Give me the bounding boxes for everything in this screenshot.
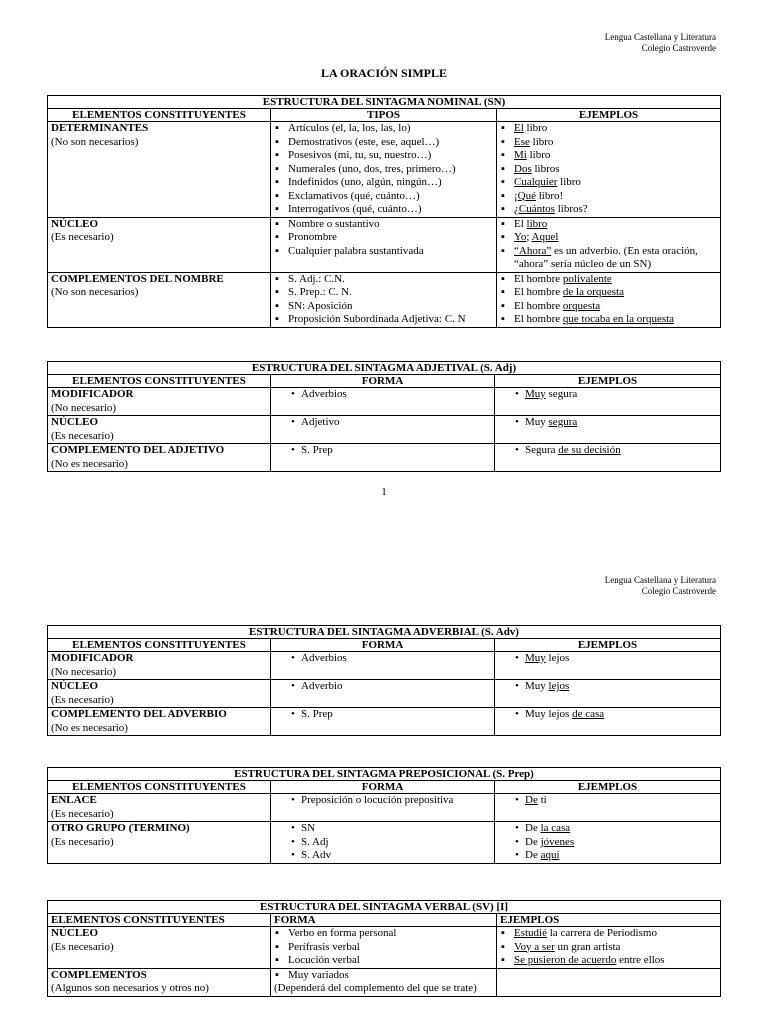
column-header: TIPOS	[271, 109, 497, 122]
example-item	[509, 652, 717, 666]
list-item: ▪ Locución verbal	[271, 954, 496, 968]
element-label: MODIFICADOR	[51, 388, 134, 400]
page-header	[605, 575, 716, 597]
highlighted-word: de su decisión	[558, 444, 621, 456]
example-item	[509, 708, 717, 722]
tipos-list	[271, 273, 496, 327]
example-text: libros	[531, 162, 560, 175]
example-text: entre ellos	[616, 954, 665, 966]
header-school: Colegio Castroverde	[641, 43, 716, 53]
example-item	[497, 300, 720, 314]
list-item: ▪ Exclamativos (qué, cuánto…)	[271, 190, 496, 204]
example-text: ;	[526, 231, 532, 243]
highlighted-word: Mi	[514, 149, 527, 161]
examples-list	[509, 822, 717, 863]
table-title: ESTRUCTURA DEL SINTAGMA ADJETIVAL (S. Adj)	[48, 362, 721, 375]
element-note: (No es necesario)	[51, 721, 128, 734]
examples-list	[497, 927, 720, 968]
example-text: es un adverbio. (En esta oración, “ahora” sería núcleo de un SN)	[514, 244, 698, 270]
highlighted-word: segura	[548, 416, 578, 428]
list-item: ▪ Indefinidos (uno, algún, ningún…)	[271, 176, 496, 190]
example-item	[497, 190, 720, 204]
highlighted-word: De	[525, 794, 538, 806]
example-text: segura	[545, 388, 578, 400]
element-label: NÚCLEO	[51, 416, 99, 428]
example-item	[497, 245, 720, 272]
list-item: ▪ Demostrativos (este, ese, aquel…)	[271, 136, 496, 150]
header-subject: Lengua Castellana y Literatura	[604, 32, 716, 42]
element-note: (Es necesario)	[51, 940, 114, 953]
list-item: ▪ Nombre o sustantivo	[271, 218, 496, 232]
element-note: (No son necesarios)	[51, 135, 139, 148]
forma-list	[285, 680, 491, 694]
list-item: ▪ Numerales (uno, dos, tres, primero…)	[271, 163, 496, 177]
examples-list	[497, 273, 720, 327]
table-row	[48, 217, 721, 272]
header-subject: Lengua Castellana y Literatura	[604, 575, 716, 585]
example-text: lejos	[545, 652, 570, 664]
element-note: (No necesario)	[51, 401, 117, 414]
example-item	[509, 794, 717, 808]
example-text: Muy lejos	[525, 708, 573, 720]
element-label: COMPLEMENTOS DEL NOMBRE	[51, 272, 224, 285]
example-item	[497, 927, 720, 941]
table-sintagma-adverbial	[47, 625, 721, 736]
table-title: ESTRUCTURA DEL SINTAGMA PREPOSICIONAL (S. Prep)	[48, 768, 721, 781]
page-header	[605, 32, 716, 54]
element-note: (Es necesario)	[51, 693, 114, 706]
example-item	[497, 136, 720, 150]
table-row	[48, 122, 721, 218]
forma-list	[285, 794, 491, 808]
example-text: Segura	[525, 444, 559, 456]
column-header: FORMA	[271, 375, 495, 388]
highlighted-word: lejos	[548, 680, 570, 692]
element-note: (Algunos son necesarios y otros no)	[51, 982, 209, 994]
tipos-list	[271, 122, 496, 217]
example-item	[509, 388, 717, 402]
list-item: ▪ Interrogativos (qué, cuánto…)	[271, 203, 496, 217]
examples-list	[497, 218, 720, 272]
highlighted-word: que tocaba en la orquesta	[562, 313, 675, 325]
example-item	[509, 416, 717, 430]
highlighted-word: Yo	[514, 231, 527, 243]
forma-list	[285, 416, 491, 430]
example-text: El	[514, 217, 527, 230]
element-label: COMPLEMENTO DEL ADVERBIO	[51, 708, 227, 720]
highlighted-word: la casa	[540, 822, 571, 834]
list-item: • S. Adj	[285, 836, 491, 850]
table-row	[48, 652, 721, 680]
highlighted-word: de casa	[572, 708, 605, 720]
examples-list	[509, 416, 717, 430]
element-label: OTRO GRUPO (TERMINO)	[51, 822, 190, 834]
column-header: EJEMPLOS	[495, 639, 721, 652]
examples-list	[509, 444, 717, 458]
document-title: LA ORACIÓN SIMPLE	[320, 66, 448, 80]
list-item: ▪ Artículos (el, la, los, las, lo)	[271, 122, 496, 136]
example-item	[497, 203, 720, 217]
forma-list	[285, 708, 491, 722]
highlighted-word: Voy a ser	[514, 940, 555, 953]
forma-note: (Dependerá del complemento del que se trate)	[274, 982, 477, 994]
list-item: ▪ Posesivos (mi, tu, su, nuestro…)	[271, 149, 496, 163]
example-item	[509, 849, 717, 863]
example-item	[497, 231, 720, 245]
example-item	[497, 941, 720, 955]
list-item: ▪ Pronombre	[271, 231, 496, 245]
example-text: Muy	[525, 416, 549, 428]
table-sintagma-adjetival	[47, 361, 721, 472]
highlighted-word: de la orquesta	[562, 286, 624, 298]
forma-list	[285, 822, 491, 863]
example-text: ¡	[514, 189, 518, 202]
forma-list	[271, 969, 496, 983]
example-item	[509, 822, 717, 836]
element-note: (Es necesario)	[51, 835, 114, 848]
element-label: COMPLEMENTO DEL ADJETIVO	[51, 444, 225, 456]
page-number: 1	[381, 486, 387, 498]
forma-list	[285, 652, 491, 666]
table-row	[48, 927, 721, 969]
table-row	[48, 388, 721, 416]
list-item: ▪ SN: Aposición	[271, 300, 496, 314]
table-row	[48, 272, 721, 327]
highlighted-word: Aquel	[531, 231, 559, 243]
element-note: (No es necesario)	[51, 457, 128, 470]
example-item	[509, 444, 717, 458]
example-item	[497, 163, 720, 177]
element-note: (Es necesario)	[51, 807, 114, 820]
forma-list	[285, 444, 491, 458]
table-sintagma-nominal	[47, 95, 721, 328]
highlighted-word: Dos	[514, 162, 532, 175]
table-title: ESTRUCTURA DEL SINTAGMA NOMINAL (SN)	[48, 96, 721, 109]
element-note: (Es necesario)	[51, 429, 114, 442]
table-row	[48, 416, 721, 444]
example-text: ¿	[514, 203, 519, 215]
table-sintagma-preposicional	[47, 767, 721, 864]
example-text: Muy	[525, 680, 549, 692]
example-text: un gran artista	[554, 940, 621, 953]
example-item	[509, 836, 717, 850]
column-header: ELEMENTOS CONSTITUYENTES	[48, 639, 271, 652]
example-text: libros?	[554, 203, 588, 215]
list-item: • Preposición o locución prepositiva	[285, 794, 491, 808]
forma-list	[285, 388, 491, 402]
example-text: De	[525, 835, 541, 848]
list-item: • Adjetivo	[285, 416, 491, 430]
example-item	[497, 122, 720, 136]
element-label: NÚCLEO	[51, 680, 99, 692]
list-item: ▪ Muy variados	[271, 969, 496, 983]
example-item	[497, 286, 720, 300]
table-row	[48, 708, 721, 736]
list-item: • SN	[285, 822, 491, 836]
examples-list	[497, 122, 720, 217]
list-item: ▪ S. Prep.: C. N.	[271, 286, 496, 300]
example-text: De	[525, 822, 541, 834]
table-row	[48, 822, 721, 864]
list-item: • Adverbios	[285, 388, 491, 402]
column-header: EJEMPLOS	[497, 914, 721, 927]
examples-list	[509, 652, 717, 666]
example-text: libro	[526, 149, 551, 161]
element-label: MODIFICADOR	[51, 652, 134, 664]
table-title: ESTRUCTURA DEL SINTAGMA VERBAL (SV) [I]	[48, 901, 721, 914]
element-note: (No necesario)	[51, 665, 117, 678]
element-label: DETERMINANTES	[51, 122, 149, 134]
tipos-list	[271, 218, 496, 259]
example-text: la carrera de Periodismo	[547, 927, 657, 939]
example-text: De	[525, 849, 541, 861]
example-text: El hombre	[514, 286, 563, 298]
table-row	[48, 794, 721, 822]
example-item	[509, 680, 717, 694]
list-item: ▪ S. Adj.: C.N.	[271, 273, 496, 287]
list-item: • Adverbio	[285, 680, 491, 694]
example-text: libro	[557, 176, 581, 188]
list-item: • Adverbios	[285, 652, 491, 666]
element-note: (Es necesario)	[51, 231, 114, 243]
column-header: ELEMENTOS CONSTITUYENTES	[48, 109, 271, 122]
list-item: • S. Adv	[285, 849, 491, 863]
highlighted-word: Cuántos	[518, 203, 555, 215]
examples-list	[509, 708, 717, 722]
example-text: libro!	[536, 189, 564, 202]
forma-list	[271, 927, 496, 968]
highlighted-word: Muy	[525, 652, 546, 664]
element-label: NÚCLEO	[51, 927, 99, 939]
header-school: Colegio Castroverde	[641, 586, 716, 596]
element-label: ENLACE	[51, 794, 97, 806]
list-item: • S. Prep	[285, 708, 491, 722]
example-item	[497, 954, 720, 968]
table-sintagma-verbal	[47, 900, 721, 997]
example-text: El hombre	[514, 313, 563, 325]
example-text: El hombre	[514, 272, 563, 285]
highlighted-word: Muy	[525, 388, 546, 400]
element-note: (No son necesarios)	[51, 286, 139, 298]
example-item	[497, 218, 720, 232]
highlighted-word: aquí	[540, 849, 560, 861]
column-header: ELEMENTOS CONSTITUYENTES	[48, 781, 271, 794]
example-item	[497, 273, 720, 287]
table-row	[48, 968, 721, 996]
column-header: ELEMENTOS CONSTITUYENTES	[48, 375, 271, 388]
highlighted-word: Estudié	[514, 927, 547, 939]
example-item	[497, 176, 720, 190]
list-item: ▪ Cualquier palabra sustantivada	[271, 245, 496, 259]
examples-list	[509, 794, 717, 808]
element-label: NÚCLEO	[51, 217, 99, 230]
examples-list	[509, 680, 717, 694]
example-text: ti	[537, 794, 547, 806]
column-header: EJEMPLOS	[497, 109, 721, 122]
table-row	[48, 444, 721, 472]
highlighted-word: libro	[526, 217, 548, 230]
examples-list	[509, 388, 717, 402]
highlighted-word: Ese	[514, 135, 530, 148]
highlighted-word: jóvenes	[540, 835, 575, 848]
example-item	[497, 149, 720, 163]
highlighted-word: Cualquier	[514, 176, 558, 188]
example-text: El hombre	[514, 299, 563, 312]
list-item: ▪ Verbo en forma personal	[271, 927, 496, 941]
highlighted-word: Qué	[517, 189, 536, 202]
example-text: libro	[529, 135, 554, 148]
column-header: FORMA	[271, 914, 497, 927]
table-row	[48, 680, 721, 708]
column-header: FORMA	[271, 781, 495, 794]
highlighted-word: orquesta	[562, 299, 601, 312]
column-header: FORMA	[271, 639, 495, 652]
element-label: COMPLEMENTOS	[51, 968, 147, 981]
list-item: ▪ Proposición Subordinada Adjetiva: C. N	[271, 313, 496, 327]
highlighted-word: Se pusieron de acuerdo	[514, 954, 617, 966]
example-text: libro	[523, 122, 548, 134]
column-header: EJEMPLOS	[495, 781, 721, 794]
highlighted-word: “Ahora”	[514, 244, 552, 257]
list-item: ▪ Perífrasis verbal	[271, 941, 496, 955]
example-item	[497, 313, 720, 327]
column-header: ELEMENTOS CONSTITUYENTES	[48, 914, 271, 927]
list-item: • S. Prep	[285, 444, 491, 458]
column-header: EJEMPLOS	[495, 375, 721, 388]
highlighted-word: polivalente	[562, 272, 612, 285]
highlighted-word: El	[514, 122, 524, 134]
table-title: ESTRUCTURA DEL SINTAGMA ADVERBIAL (S. Adv)	[48, 626, 721, 639]
